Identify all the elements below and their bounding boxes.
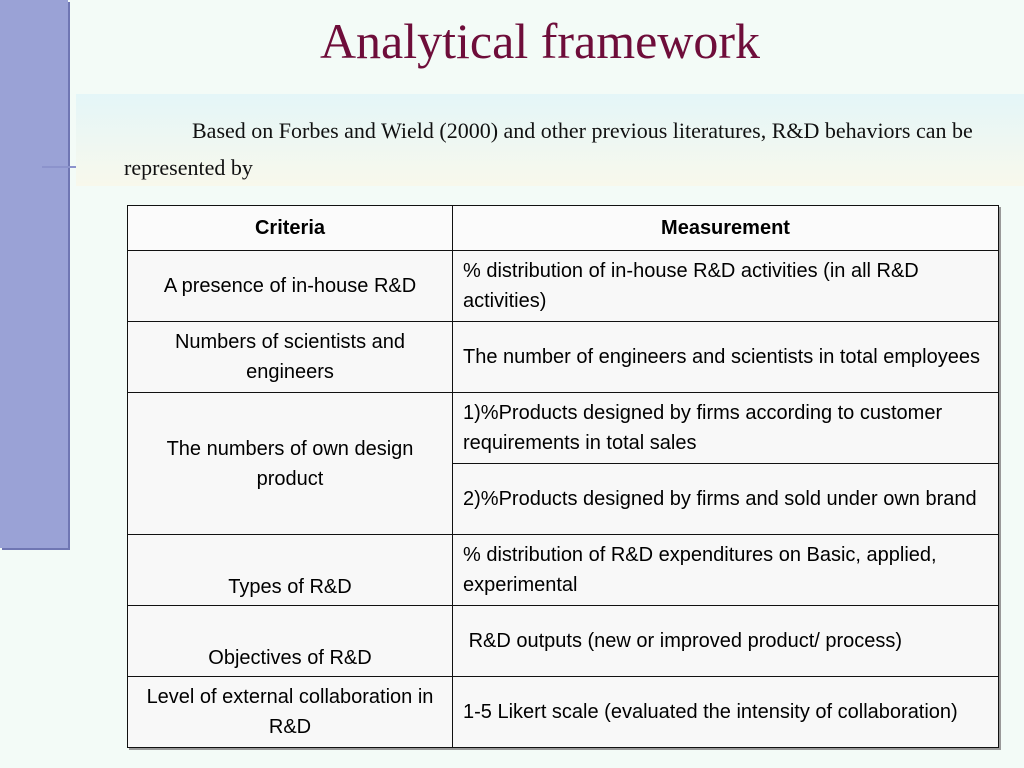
table-header-row (128, 206, 999, 251)
decorative-side-bar (0, 0, 68, 548)
table-row (128, 322, 999, 393)
table-row (128, 535, 999, 606)
column-header-criteria: Criteria (128, 206, 453, 251)
measurement-cell: 1)%Products designed by firms according to customer requirements in total sales (453, 393, 999, 464)
framework-table (127, 205, 999, 748)
table-row (128, 393, 999, 464)
measurement-cell: 2)%Products designed by firms and sold under own brand (453, 464, 999, 535)
table-row (128, 606, 999, 677)
measurement-cell: % distribution of R&D expenditures on Basic, applied, experimental (453, 535, 999, 606)
criteria-cell: The numbers of own design product (128, 393, 453, 535)
criteria-cell: Numbers of scientists and engineers (128, 322, 453, 393)
table-row (128, 677, 999, 748)
decorative-tick-line (42, 166, 78, 168)
criteria-cell: A presence of in-house R&D (128, 251, 453, 322)
column-header-measurement: Measurement (453, 206, 999, 251)
criteria-cell: Types of R&D (128, 535, 453, 606)
measurement-cell: % distribution of in-house R&D activities (in all R&D activities) (453, 251, 999, 322)
measurement-cell: The number of engineers and scientists in total employees (453, 322, 999, 393)
measurement-cell: 1-5 Likert scale (evaluated the intensity of collaboration) (453, 677, 999, 748)
criteria-cell: Objectives of R&D (128, 606, 453, 677)
criteria-cell: Level of external collaboration in R&D (128, 677, 453, 748)
slide-title: Analytical framework (319, 13, 761, 69)
table-row (128, 251, 999, 322)
intro-text: Based on Forbes and Wield (2000) and other previous literatures, R&D behaviors can be represented by (124, 118, 973, 180)
measurement-cell: R&D outputs (new or improved product/ process) (453, 606, 999, 677)
